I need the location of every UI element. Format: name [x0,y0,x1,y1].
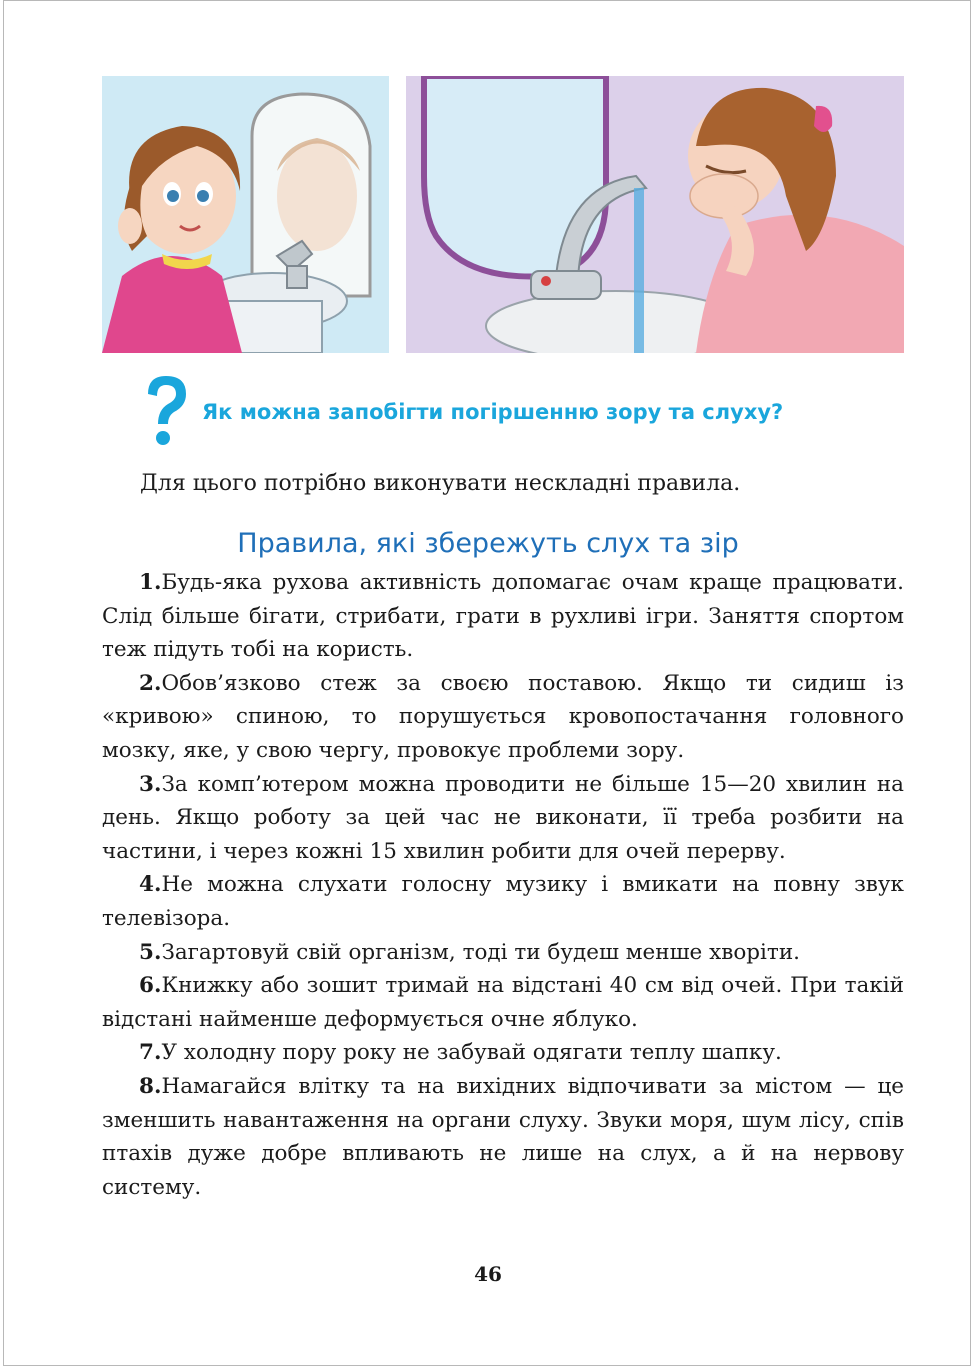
rule-number: 3. [139,771,162,797]
rule-text: У холодну пору року не забувай одягати теплу шапку. [161,1040,782,1066]
rule-item [102,667,904,768]
rule-number: 8. [139,1073,162,1099]
rule-item [102,768,904,869]
rule-item [102,936,904,970]
rule-number: 4. [139,872,162,898]
rule-number: 5. [139,939,162,965]
rule-item [102,1036,904,1070]
rule-text: Не можна слухати голосну музику і вмикати на повну звук телевізора. [102,872,904,931]
question-block [140,372,920,452]
girl-washing-face-illustration [406,76,904,353]
rule-number: 1. [139,570,162,595]
rules-list [102,566,904,1204]
rule-number: 7. [139,1040,162,1066]
rule-number: 2. [139,670,162,696]
rule-number: 6. [139,973,162,999]
rule-text: Загартовуй свій організм, тоді ти будеш менше хворіти. [161,939,800,965]
rule-text: Будь-яка рухова активність допомагає очам краще працювати. Слід більше бігати, стрибати, грати в рухливі ігри. Заняття спортом теж підуть тобі на користь. [102,570,904,663]
girl-at-mirror-illustration [102,76,389,353]
page-number: 46 [474,1262,502,1286]
rule-item [102,868,904,935]
intro-text: Для цього потрібно виконувати нескладні правила. [140,471,741,496]
rule-text: За комп’ютером можна проводити не більше 15—20 хвилин на день. Якщо роботу за цей час не виконати, її треба розбити на частини, і через кожні 15 хвилин робити для очей перерву. [102,771,904,864]
rule-item [102,566,904,667]
question-text: Як можна запобігти погіршенню зору та слуху? [202,400,784,424]
rule-text: Книжку або зошит тримай на відстані 40 см від очей. При такій відстані найменше деформується очне яблуко. [102,973,904,1032]
question-mark-icon [140,372,192,450]
rule-text: Намагайся влітку та на вихідних відпочивати за містом — це зменшить навантаження на органи слуху. Звуки моря, шум лісу, спів птахів дуже добре впливають не лише на слух, а й на нервову систему. [102,1073,904,1200]
rule-text: Обов’язково стеж за своєю поставою. Якщо ти сидиш із «кривою» спиною, то порушується кровопостачання головного мозку, яке, у свою чергу, провокує проблеми зору. [102,670,904,763]
section-title: Правила, які збережуть слух та зір [237,528,739,559]
rule-item [102,1070,904,1204]
rule-item [102,969,904,1036]
